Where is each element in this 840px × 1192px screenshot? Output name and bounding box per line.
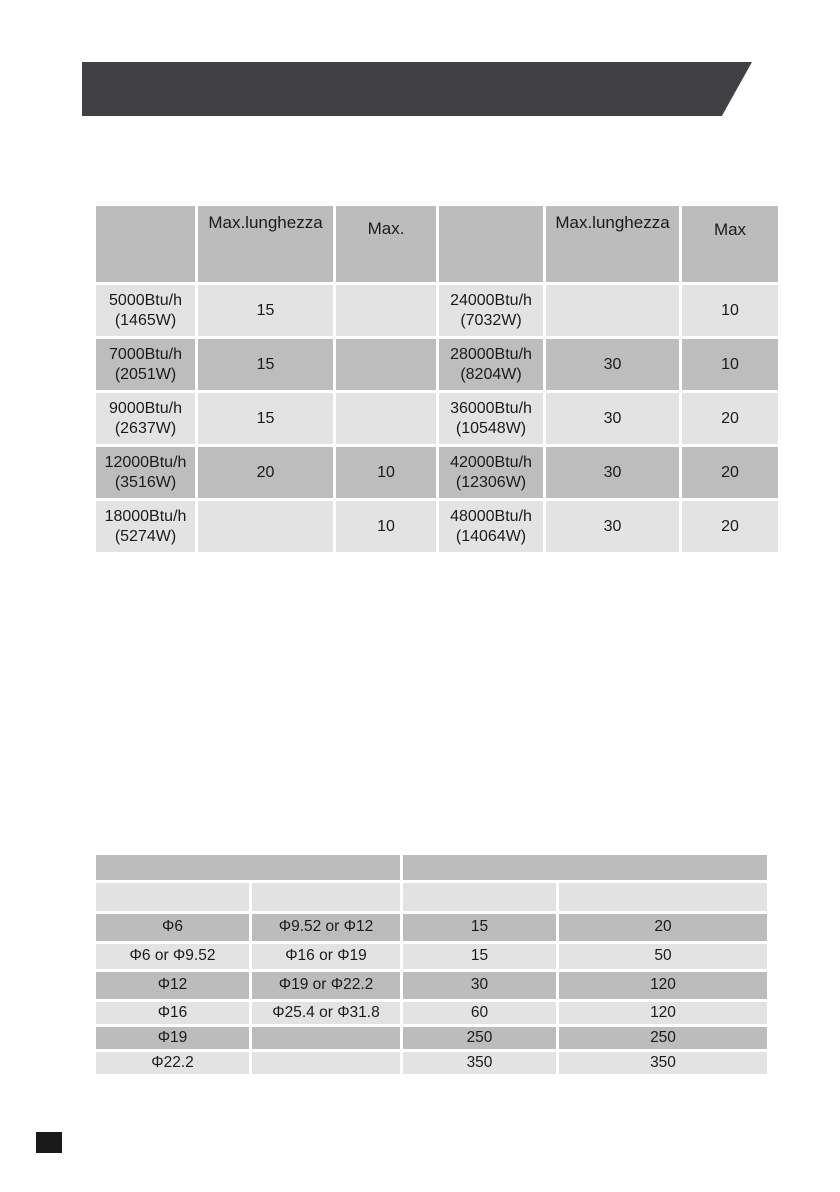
header-cell [96,883,249,911]
cell: 350 [403,1052,556,1074]
table-row [96,285,778,336]
cell: Φ16 or Φ19 [252,944,400,969]
cell [336,339,436,390]
cell: 60 [403,1002,556,1024]
pipe-length-table [93,203,781,555]
table-row [96,447,778,498]
table-row [96,1052,767,1074]
table-row [96,1002,767,1024]
cell: 30 [546,501,679,552]
header-cell [559,883,767,911]
table-row [96,501,778,552]
capacity-cell: 18000Btu/h (5274W) [96,501,195,552]
capacity-cell: 48000Btu/h (14064W) [439,501,543,552]
capacity-cell: 42000Btu/h (12306W) [439,447,543,498]
cell [336,285,436,336]
table-row [96,914,767,941]
cell: 30 [546,339,679,390]
header-cell [96,206,195,282]
cell: Φ25.4 or Φ31.8 [252,1002,400,1024]
table-group-header-row [96,855,767,880]
cell: 15 [198,393,333,444]
cell: 120 [559,1002,767,1024]
cell: 10 [682,285,778,336]
cell: 30 [546,393,679,444]
cell: Φ12 [96,972,249,999]
page-number-box [36,1132,62,1153]
capacity-cell: 28000Btu/h (8204W) [439,339,543,390]
cell [546,285,679,336]
section-header-banner [82,62,752,116]
header-cell [403,883,556,911]
pipe-diameter-table [93,852,770,1077]
cell: 15 [198,285,333,336]
header-cell: Max. [336,206,436,282]
table-row [96,944,767,969]
cell: Φ16 [96,1002,249,1024]
cell: Φ9.52 or Φ12 [252,914,400,941]
cell: Φ6 [96,914,249,941]
group-header-cell [96,855,400,880]
header-cell [439,206,543,282]
header-cell: Max.lunghezza [198,206,333,282]
cell: 15 [198,339,333,390]
cell [252,1052,400,1074]
capacity-cell: 5000Btu/h (1465W) [96,285,195,336]
cell: 120 [559,972,767,999]
cell [198,501,333,552]
table-header-row [96,206,778,282]
header-cell: Max.lunghezza [546,206,679,282]
capacity-cell: 36000Btu/h (10548W) [439,393,543,444]
cell: Φ19 or Φ22.2 [252,972,400,999]
group-header-cell [403,855,767,880]
cell: 10 [682,339,778,390]
cell: 30 [546,447,679,498]
cell: 10 [336,447,436,498]
cell: 250 [403,1027,556,1049]
cell: 50 [559,944,767,969]
cell [336,393,436,444]
cell: Φ6 or Φ9.52 [96,944,249,969]
table-header-row [96,883,767,911]
capacity-cell: 7000Btu/h (2051W) [96,339,195,390]
cell: 20 [559,914,767,941]
cell: 20 [682,393,778,444]
cell: 15 [403,944,556,969]
header-cell: Max [682,206,778,282]
capacity-cell: 12000Btu/h (3516W) [96,447,195,498]
cell: 20 [682,501,778,552]
cell: 250 [559,1027,767,1049]
cell: 20 [198,447,333,498]
table-row [96,1027,767,1049]
table-row [96,339,778,390]
header-cell [252,883,400,911]
table-row [96,972,767,999]
cell: 350 [559,1052,767,1074]
table-row [96,393,778,444]
cell: 15 [403,914,556,941]
cell [252,1027,400,1049]
capacity-cell: 24000Btu/h (7032W) [439,285,543,336]
cell: 10 [336,501,436,552]
cell: Φ22.2 [96,1052,249,1074]
capacity-cell: 9000Btu/h (2637W) [96,393,195,444]
cell: Φ19 [96,1027,249,1049]
cell: 30 [403,972,556,999]
cell: 20 [682,447,778,498]
